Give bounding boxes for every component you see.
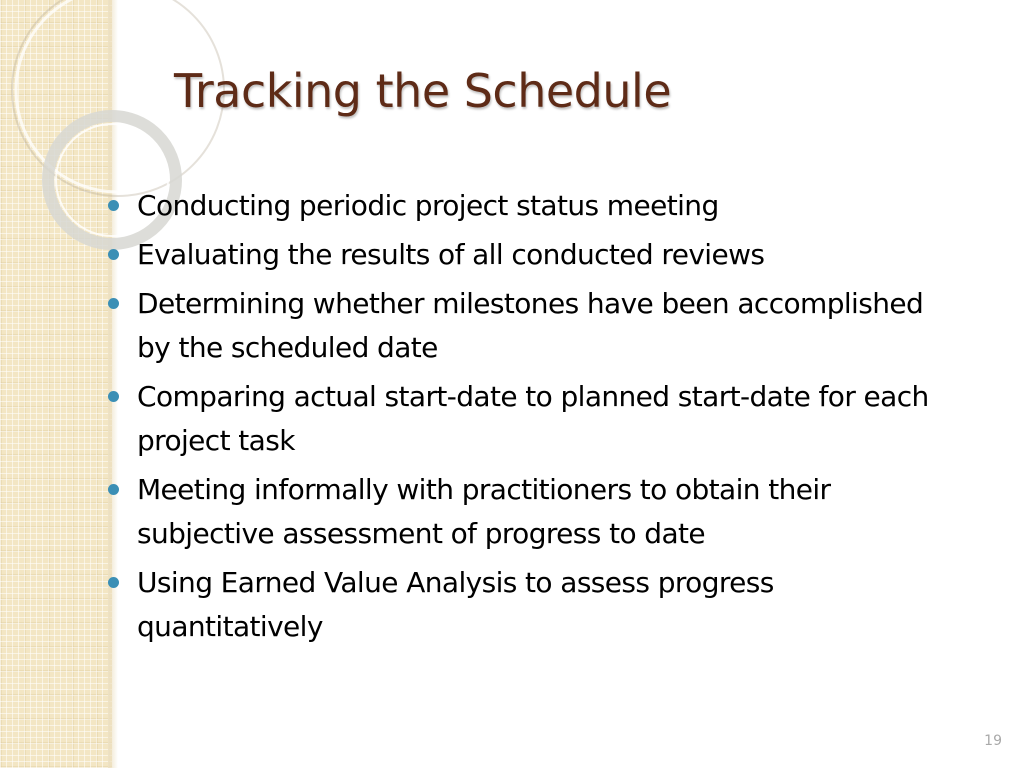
bullet-dot-icon: [108, 577, 119, 588]
bullet-text: Determining whether milestones have been accomplished by the scheduled date: [137, 287, 924, 364]
bullet-dot-icon: [108, 298, 119, 309]
bullet-dot-icon: [108, 200, 119, 211]
slide-title: Tracking the Schedule: [174, 64, 672, 118]
bullet-item: [104, 468, 964, 556]
bullet-text: Evaluating the results of all conducted reviews: [137, 238, 765, 271]
bullet-dot-icon: [108, 391, 119, 402]
bullet-item: [104, 375, 964, 463]
bullet-item: [104, 184, 964, 228]
bullet-text: Using Earned Value Analysis to assess progress quantitatively: [137, 566, 774, 643]
bullet-item: [104, 282, 964, 370]
bullet-item: [104, 233, 964, 277]
slide-number: 19: [984, 733, 1002, 749]
bullet-text: Conducting periodic project status meeting: [137, 189, 719, 222]
bullet-text: Comparing actual start-date to planned start-date for each project task: [137, 380, 929, 457]
bullet-dot-icon: [108, 249, 119, 260]
bullet-dot-icon: [108, 484, 119, 495]
bullet-text: Meeting informally with practitioners to obtain their subjective assessment of progress to date: [137, 473, 831, 550]
bullet-list: [104, 184, 964, 654]
bullet-item: [104, 561, 964, 649]
